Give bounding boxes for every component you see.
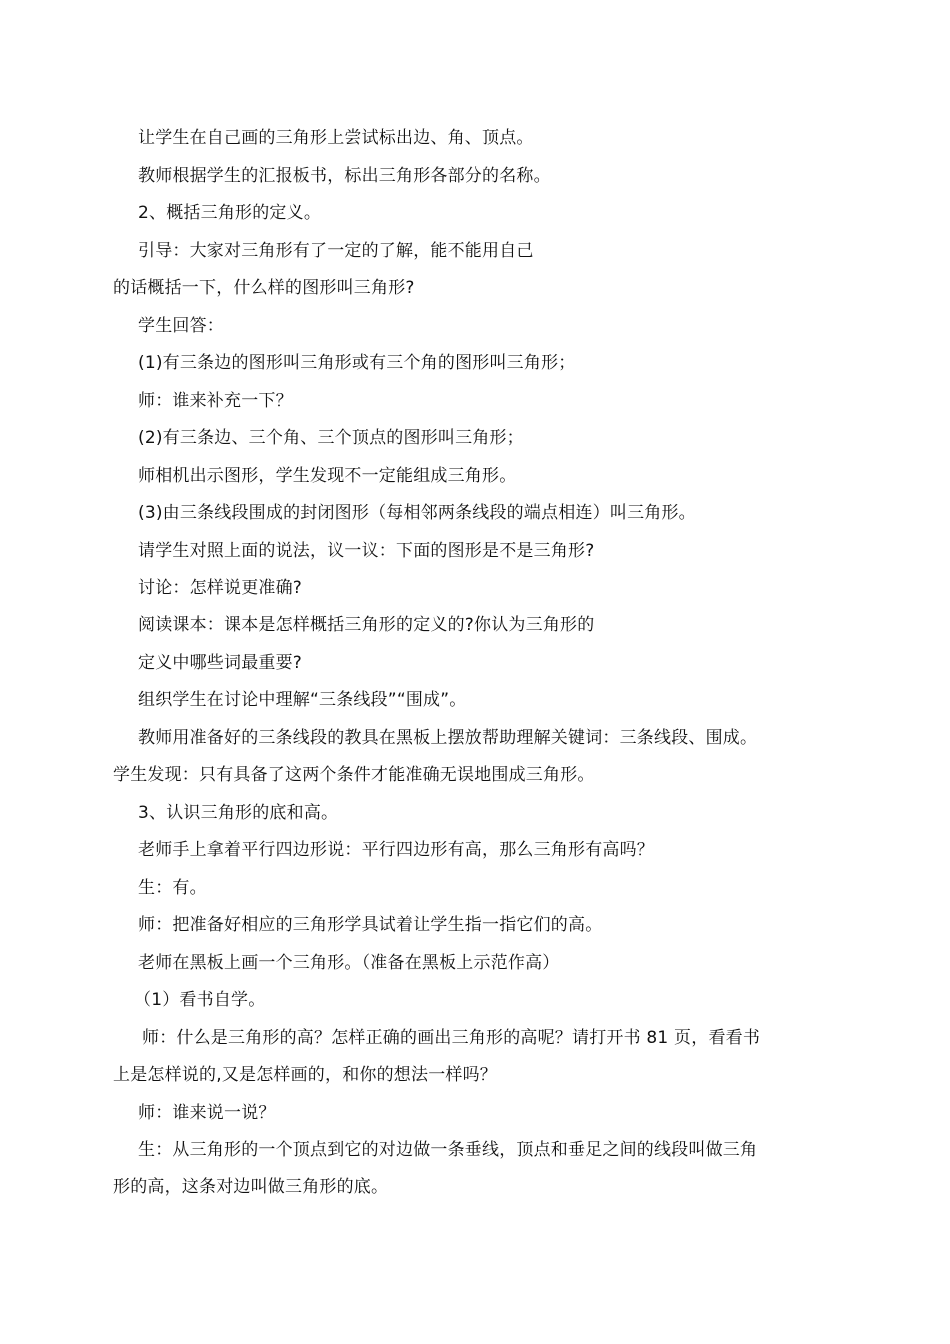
text-line-11: (3)由三条线段围成的封闭图形（每相邻两条线段的端点相连）叫三角形。 [138,503,696,523]
text-line-18: 学生发现：只有具备了这两个条件才能准确无误地围成三角形。 [113,765,595,785]
text-line-1: 让学生在自己画的三角形上尝试标出边、角、顶点。 [138,128,534,148]
text-line-24: （1）看书自学。 [134,990,266,1010]
text-line-5: 的话概括一下，什么样的图形叫三角形? [113,278,415,298]
text-line-10: 师相机出示图形，学生发现不一定能组成三角形。 [138,466,517,486]
text-line-8: 师：谁来补充一下？ [138,391,293,411]
text-line-17: 教师用准备好的三条线段的教具在黑板上摆放帮助理解关键词：三条线段、围成。 [138,728,758,748]
text-line-20: 老师手上拿着平行四边形说：平行四边形有高，那么三角形有高吗？ [138,840,654,860]
text-line-13: 讨论：怎样说更准确? [138,578,303,598]
text-line-28: 生：从三角形的一个顶点到它的对边做一条垂线，顶点和垂足之间的线段叫做三角 [138,1140,758,1160]
text-line-16: 组织学生在讨论中理解“三条线段”“围成”。 [138,690,467,710]
text-line-25: 师：什么是三角形的高？怎样正确的画出三角形的高呢？请打开书 81 页，看看书 [142,1028,761,1048]
text-line-26: 上是怎样说的,又是怎样画的，和你的想法一样吗？ [113,1065,498,1085]
text-line-14: 阅读课本：课本是怎样概括三角形的定义的?你认为三角形的 [138,615,595,635]
text-line-15: 定义中哪些词最重要? [138,653,303,673]
text-line-12: 请学生对照上面的说法，议一议：下面的图形是不是三角形? [138,541,595,561]
text-line-23: 老师在黑板上画一个三角形。（准备在黑板上示范作高） [138,953,560,973]
text-line-9: (2)有三条边、三个角、三个顶点的图形叫三角形； [138,428,524,448]
text-line-21: 生：有。 [138,878,207,898]
text-line-29: 形的高，这条对边叫做三角形的底。 [113,1177,389,1197]
section-heading-3: 3、认识三角形的底和高。 [138,803,339,823]
text-line-7: (1)有三条边的图形叫三角形或有三个角的图形叫三角形； [138,353,576,373]
text-line-27: 师：谁来说一说？ [138,1103,276,1123]
section-heading-2: 2、概括三角形的定义。 [138,203,322,223]
text-line-22: 师：把准备好相应的三角形学具试着让学生指一指它们的高。 [138,915,603,935]
text-line-2: 教师根据学生的汇报板书，标出三角形各部分的名称。 [138,166,551,186]
text-line-4: 引导：大家对三角形有了一定的了解，能不能用自己 [138,241,534,261]
text-line-6: 学生回答： [138,316,224,336]
